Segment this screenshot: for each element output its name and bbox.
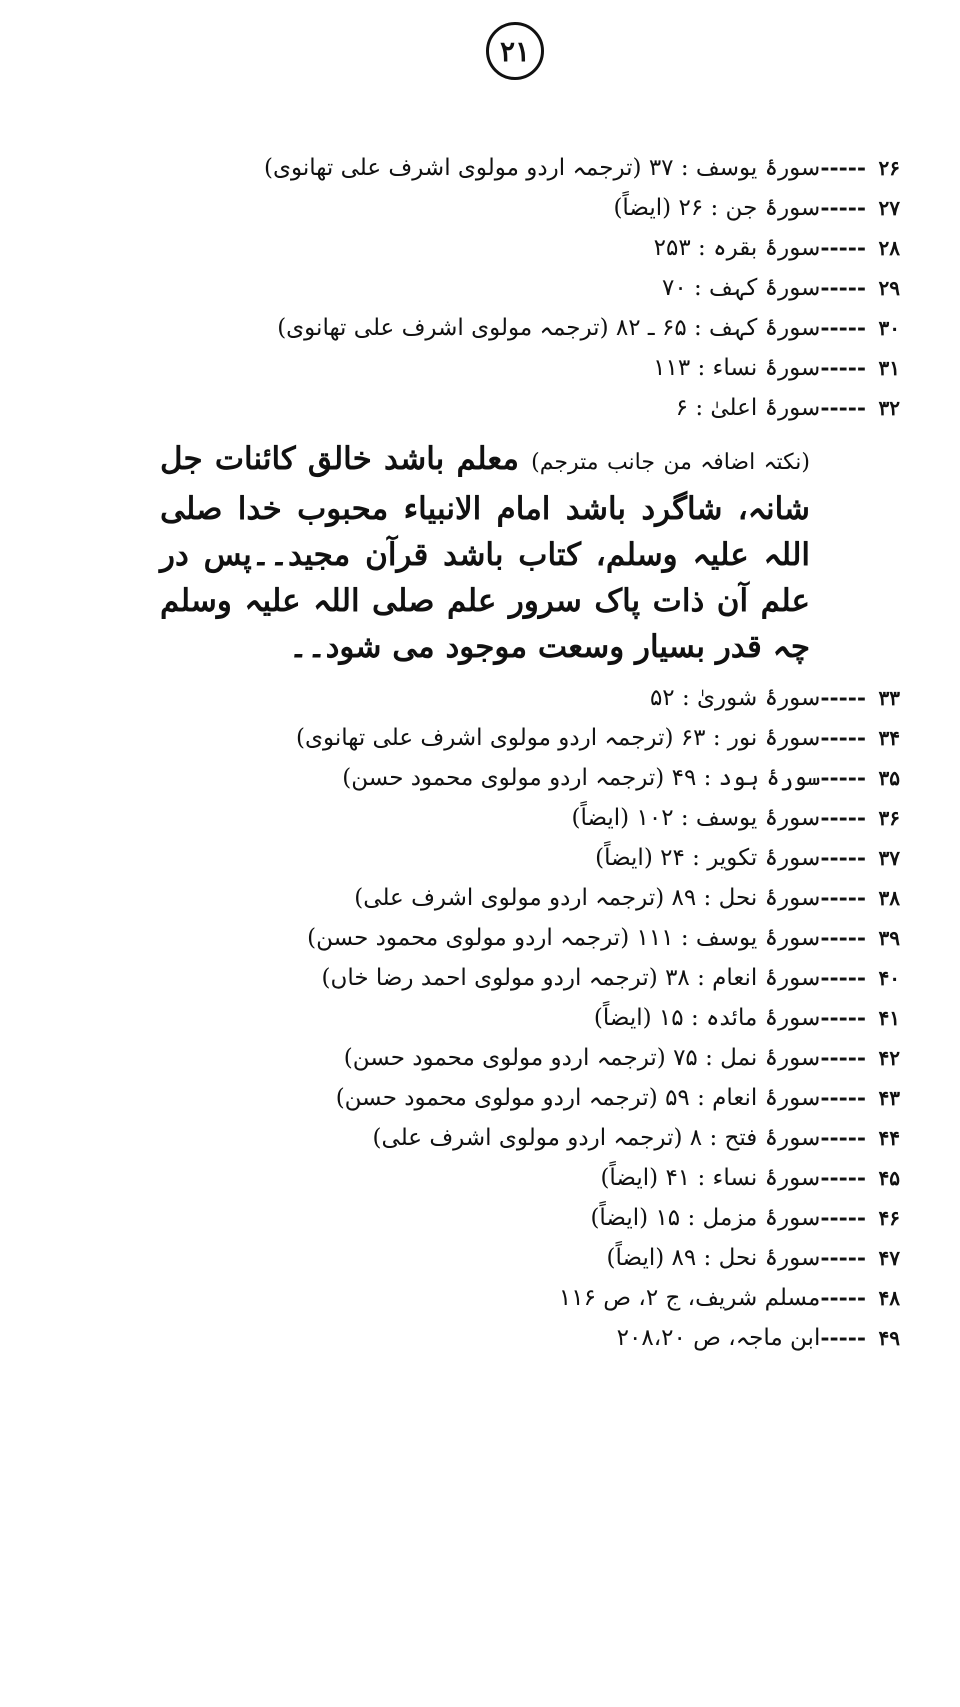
footnote-dash-separator: ----- xyxy=(820,965,866,991)
footnote-reference: سورۂ اعلیٰ : ۶ xyxy=(675,395,821,421)
footnote-item xyxy=(40,1040,900,1080)
footnote-reference: سورۂ یوسف : ۱۱۱ (ترجمہ اردو مولوی محمود حسن) xyxy=(307,925,821,951)
footnote-item xyxy=(40,1000,900,1040)
footnote-reference: سورۂ مزمل : ۱۵ (ایضاً) xyxy=(590,1205,821,1231)
footnote-number: ۳۲ xyxy=(878,396,900,420)
footnote-dash-separator: ----- xyxy=(820,1005,866,1031)
footnote-number: ۳۳ xyxy=(878,686,900,710)
footnote-number: ۳۹ xyxy=(878,926,900,950)
footnote-number: ۴۲ xyxy=(878,1046,900,1070)
footnote-dash-separator: ----- xyxy=(820,275,866,301)
footnote-item xyxy=(40,960,900,1000)
footnote-dash-separator: ----- xyxy=(820,1085,866,1111)
footnote-reference: سورۂ کہف : ۶۵ ـ ۸۲ (ترجمہ مولوی اشرف علی تھانوی) xyxy=(277,315,821,341)
footnote-reference: سورۂ کہف : ۷۰ xyxy=(661,275,821,301)
footnote-dash-separator: ----- xyxy=(820,155,866,181)
footnote-reference: سورۂ انعام : ۵۹ (ترجمہ اردو مولوی محمود حسن) xyxy=(335,1085,821,1111)
footnote-item xyxy=(40,1160,900,1200)
footnotes-group-before xyxy=(40,150,900,430)
footnote-item xyxy=(40,920,900,960)
footnote-dash-separator: ----- xyxy=(820,925,866,951)
footnote-reference: سورۂ انعام : ۳۸ (ترجمہ اردو مولوی احمد رضا خاں) xyxy=(321,965,821,991)
footnote-reference: سورۂ نحل : ۸۹ (ترجمہ اردو مولوی اشرف علی) xyxy=(354,885,821,911)
footnote-reference: سورۂ نساء : ۱۱۳ xyxy=(653,355,821,381)
page-number: ۲۱ xyxy=(486,22,544,80)
footnote-number: ۲۸ xyxy=(878,236,900,260)
commentary-intro: (نکتہ اضافہ من جانب مترجم) xyxy=(531,450,810,475)
footnote-reference: سورۂ یوسف : ۳۷ (ترجمہ اردو مولوی اشرف علی تھانوی) xyxy=(263,155,821,181)
footnote-item xyxy=(40,880,900,920)
footnote-item xyxy=(40,190,900,230)
footnote-dash-separator: ----- xyxy=(820,1045,866,1071)
footnote-item xyxy=(40,310,900,350)
footnote-reference: ابن ماجہ، ص ۲۰۸،۲۰ xyxy=(616,1325,821,1351)
footnote-dash-separator: ----- xyxy=(820,1165,866,1191)
footnote-dash-separator: ----- xyxy=(820,725,866,751)
footnote-dash-separator: ----- xyxy=(820,235,866,261)
footnote-reference: سورۂ شوریٰ : ۵۲ xyxy=(649,685,821,711)
footnote-item xyxy=(40,390,900,430)
footnote-reference: سورۂ نحل : ۸۹ (ایضاً) xyxy=(606,1245,821,1271)
footnote-reference: مسلم شریف، ج ۲، ص ۱۱۶ xyxy=(558,1285,821,1311)
footnote-item xyxy=(40,800,900,840)
footnote-number: ۳۴ xyxy=(878,726,900,750)
footnote-number: ۳۱ xyxy=(878,356,900,380)
footnote-number: ۴۳ xyxy=(878,1086,900,1110)
footnote-dash-separator: ----- xyxy=(820,845,866,871)
footnote-number: ۴۸ xyxy=(878,1286,900,1310)
commentary-body: معلم باشد خالق کائنات جل شانہ، شاگرد باشد امام الانبیاء محبوب خدا صلی اللہ علیہ وسلم، کتاب باشد قرآن مجید۔۔پس در علم آن ذات پاک سرور علم صلی اللہ علیہ وسلم چہ قدر بسیار وسعت موجود می شود۔۔ xyxy=(160,441,810,665)
footnote-number: ۳۸ xyxy=(878,886,900,910)
footnote-dash-separator: ----- xyxy=(820,1245,866,1271)
footnote-item xyxy=(40,1080,900,1120)
footnote-item xyxy=(40,760,900,800)
footnote-reference: سورۂ نور : ۶۳ (ترجمہ اردو مولوی اشرف علی تھانوی) xyxy=(295,725,821,751)
footnotes-group-after xyxy=(40,680,900,1360)
footnote-dash-separator: ----- xyxy=(820,395,866,421)
footnote-item xyxy=(40,1320,900,1360)
footnote-item xyxy=(40,150,900,190)
footnote-dash-separator: ----- xyxy=(820,1205,866,1231)
footnote-item xyxy=(40,720,900,760)
footnote-item xyxy=(40,1200,900,1240)
footnote-number: ۳۵ xyxy=(878,766,900,790)
footnote-number: ۲۹ xyxy=(878,276,900,300)
footnote-reference: سورۂ مائدہ : ۱۵ (ایضاً) xyxy=(593,1005,821,1031)
footnote-item xyxy=(40,1280,900,1320)
footnote-item xyxy=(40,270,900,310)
footnote-dash-separator: ----- xyxy=(820,195,866,221)
footnote-dash-separator: ----- xyxy=(820,885,866,911)
footnote-reference: سورۂ تکویر : ۲۴ (ایضاً) xyxy=(595,845,821,871)
translator-commentary xyxy=(160,436,900,670)
footnote-dash-separator: ----- xyxy=(820,805,866,831)
footnote-number: ۴۵ xyxy=(878,1166,900,1190)
footnote-item xyxy=(40,350,900,390)
footnote-reference: سورۂ نساء : ۴۱ (ایضاً) xyxy=(600,1165,821,1191)
footnote-number: ۴۶ xyxy=(878,1206,900,1230)
footnotes-list xyxy=(40,150,900,1360)
footnote-item xyxy=(40,680,900,720)
footnote-item xyxy=(40,230,900,270)
footnote-reference: سورۂ یوسف : ۱۰۲ (ایضاً) xyxy=(571,805,821,831)
footnote-number: ۲۷ xyxy=(878,196,900,220)
footnote-dash-separator: ----- xyxy=(820,1325,866,1351)
footnote-dash-separator: ----- xyxy=(820,685,866,711)
footnote-number: ۳۰ xyxy=(878,316,900,340)
footnote-number: ۲۶ xyxy=(878,156,900,180)
footnote-number: ۴۷ xyxy=(878,1246,900,1270)
footnote-number: ۴۱ xyxy=(878,1006,900,1030)
footnote-number: ۴۹ xyxy=(878,1326,900,1350)
footnote-reference: سورۂ بقرہ : ۲۵۳ xyxy=(653,235,821,261)
footnote-reference: سورۂ نمل : ۷۵ (ترجمہ اردو مولوی محمود حسن) xyxy=(343,1045,821,1071)
footnote-dash-separator: ----- xyxy=(820,765,866,791)
footnote-number: ۴۰ xyxy=(878,966,900,990)
footnote-reference: سورۂ جن : ۲۶ (ایضاً) xyxy=(613,195,821,221)
footnote-reference: سورۂ فتح : ۸ (ترجمہ اردو مولوی اشرف علی) xyxy=(372,1125,821,1151)
footnote-number: ۳۶ xyxy=(878,806,900,830)
footnote-dash-separator: ----- xyxy=(820,355,866,381)
footnote-item xyxy=(40,1120,900,1160)
footnote-item xyxy=(40,840,900,880)
footnote-number: ۴۴ xyxy=(878,1126,900,1150)
footnote-dash-separator: ----- xyxy=(820,315,866,341)
footnote-dash-separator: ----- xyxy=(820,1285,866,1311)
footnote-number: ۳۷ xyxy=(878,846,900,870)
footnote-dash-separator: ----- xyxy=(820,1125,866,1151)
footnote-reference: سورۂ ہود : ۴۹ (ترجمہ اردو مولوی محمود حسن) xyxy=(342,765,821,791)
footnote-item xyxy=(40,1240,900,1280)
